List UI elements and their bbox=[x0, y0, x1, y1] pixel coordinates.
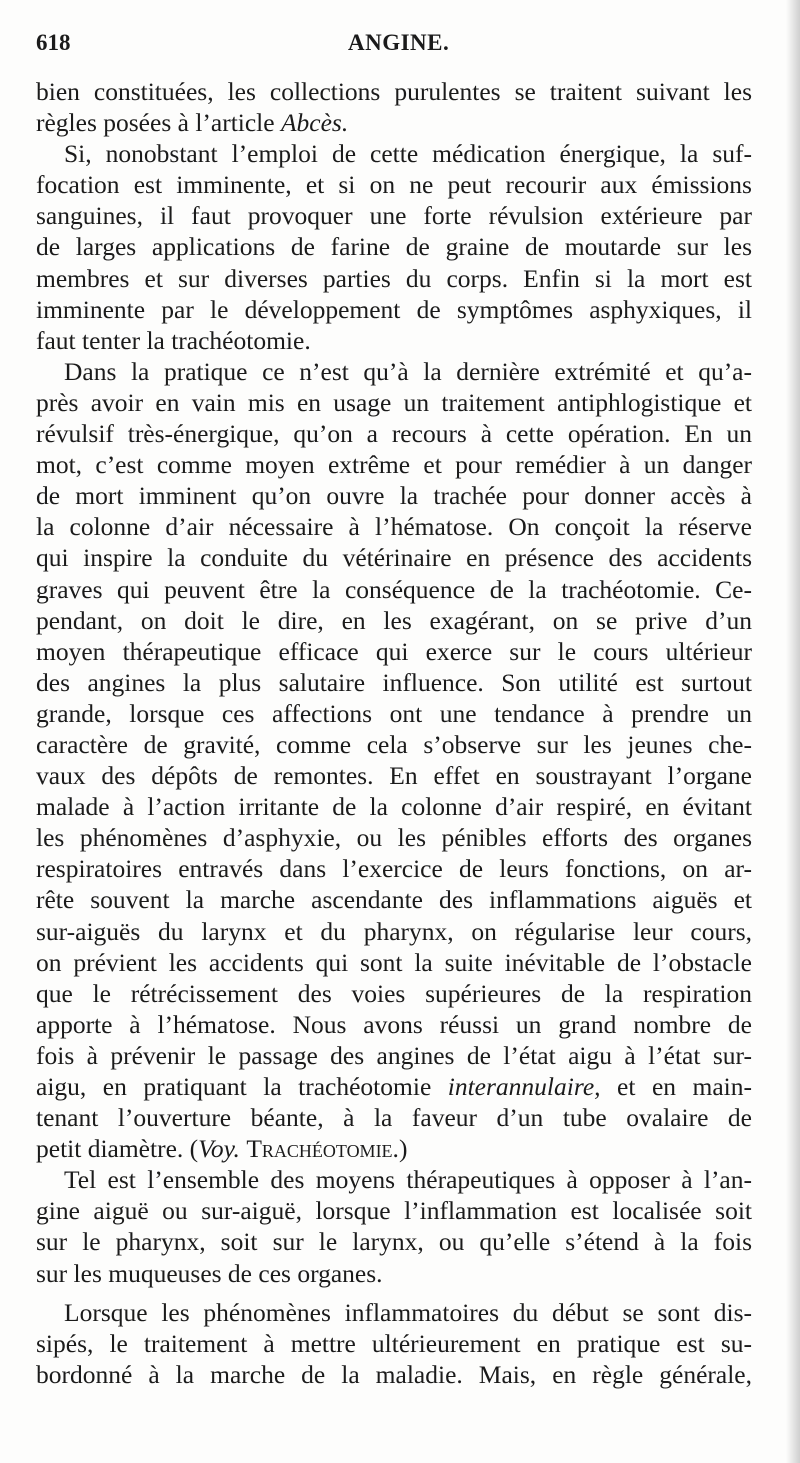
body-text bbox=[36, 76, 752, 1390]
text-line: Lorsque les phénomènes inflammatoires du début se sont dis- bbox=[64, 1297, 752, 1327]
text-line: sur les muqueuses de ces organes. bbox=[36, 1258, 383, 1288]
page-number: 618 bbox=[36, 30, 71, 55]
text-line: grande, lorsque ces affections ont une tendance à prendre un bbox=[36, 698, 752, 728]
text-line: sanguines, il faut provoquer une forte révulsion extérieure par bbox=[36, 201, 752, 231]
text-line: moyen thérapeutique efficace qui exerce sur le cours ultérieur bbox=[36, 636, 752, 666]
text-line: sur le pharynx, soit sur le larynx, ou qu’elle s’étend à la fois bbox=[36, 1227, 752, 1257]
text-line: caractère de gravité, comme cela s’observe sur les jeunes che- bbox=[36, 729, 752, 759]
text-span: règles posées à l’article bbox=[36, 108, 281, 138]
text-line: des angines la plus salutaire influence. Son utilité est surtout bbox=[36, 667, 752, 697]
text-line: vaux des dépôts de remontes. En effet en soustrayant l’organe bbox=[36, 761, 752, 791]
italic-term: Voy. bbox=[198, 1134, 240, 1164]
text-line: pendant, on doit le dire, en les exagérant, on se prive d’un bbox=[36, 605, 752, 635]
text-line: faut tenter la trachéotomie. bbox=[36, 325, 311, 355]
text-line: tenant l’ouverture béante, à la faveur d’un tube ovalaire de bbox=[36, 1103, 752, 1133]
text-line: Si, nonobstant l’emploi de cette médication énergique, la suf- bbox=[64, 139, 752, 169]
text-line: sur-aiguës du larynx et du pharynx, on régularise leur cours, bbox=[36, 916, 752, 946]
text-span: et en main- bbox=[600, 1072, 752, 1101]
text-line: fois à prévenir le passage des angines de l’état aigu à l’état sur- bbox=[36, 1040, 752, 1070]
text-line: mot, c’est comme moyen extrême et pour remédier à un danger bbox=[36, 450, 752, 480]
text-line: on prévient les accidents qui sont la suite inévitable de l’obstacle bbox=[36, 947, 752, 977]
text-line: Tel est l’ensemble des moyens thérapeutiques à opposer à l’an- bbox=[64, 1165, 752, 1195]
text-line bbox=[36, 107, 752, 138]
text-span: petit diamètre. ( bbox=[36, 1134, 199, 1164]
cross-reference: Trachéotomie. bbox=[246, 1134, 399, 1164]
text-line: les phénomènes d’asphyxie, ou les pénibles efforts des organes bbox=[36, 823, 752, 853]
text-line: la colonne d’air nécessaire à l’hématose. On conçoit la réserve bbox=[36, 512, 752, 542]
text-line: membres et sur diverses parties du corps. Enfin si la mort est bbox=[36, 263, 752, 293]
text-line: malade à l’action irritante de la colonne d’air respiré, en évitant bbox=[36, 792, 752, 822]
text-line: bordonné à la marche de la maladie. Mais, en règle générale, bbox=[36, 1359, 752, 1389]
text-line: près avoir en vain mis en usage un traitement antiphlogistique et bbox=[36, 387, 752, 417]
italic-term: Abcès. bbox=[280, 108, 349, 138]
paragraph-2 bbox=[36, 138, 752, 356]
paragraph-1 bbox=[36, 76, 752, 138]
text-line bbox=[36, 1071, 752, 1102]
paragraph-5 bbox=[36, 1297, 752, 1390]
text-line: gine aiguë ou sur-aiguë, lorsque l’inflammation est localisée soit bbox=[36, 1196, 752, 1226]
text-line: graves qui peuvent être la conséquence de la trachéotomie. Ce- bbox=[36, 574, 752, 604]
paragraph-4 bbox=[36, 1164, 752, 1288]
text-line: focation est imminente, et si on ne peut recourir aux émissions bbox=[36, 170, 752, 200]
text-line: de mort imminent qu’on ouvre la trachée pour donner accès à bbox=[36, 481, 752, 511]
text-span: aigu, en pratiquant la trachéotomie bbox=[36, 1072, 448, 1101]
text-span: ) bbox=[398, 1134, 408, 1164]
text-line: qui inspire la conduite du vétérinaire en présence des accidents bbox=[36, 543, 752, 573]
text-line: rête souvent la marche ascendante des inflammations aiguës et bbox=[36, 885, 752, 915]
paragraph-3 bbox=[36, 356, 752, 1164]
running-title: ANGINE. bbox=[348, 30, 450, 55]
text-line: Dans la pratique ce n’est qu’à la dernière extrémité et qu’a- bbox=[64, 356, 752, 386]
text-line: respiratoires entravés dans l’exercice de leurs fonctions, on ar- bbox=[36, 854, 752, 884]
text-line: que le rétrécissement des voies supérieures de la respiration bbox=[36, 978, 752, 1008]
italic-term: interannulaire, bbox=[447, 1072, 601, 1101]
text-line: sipés, le traitement à mettre ultérieurement en pratique est su- bbox=[36, 1328, 752, 1358]
page-header bbox=[36, 30, 756, 64]
text-line: révulsif très-énergique, qu’on a recours à cette opération. En un bbox=[36, 419, 752, 449]
text-line: bien constituées, les collections purulentes se traitent suivant les bbox=[36, 77, 752, 106]
text-line: imminente par le développement de symptômes asphyxiques, il bbox=[36, 294, 752, 324]
text-line: de larges applications de farine de graine de moutarde sur les bbox=[36, 232, 752, 262]
text-line: apporte à l’hématose. Nous avons réussi un grand nombre de bbox=[36, 1009, 752, 1039]
text-line bbox=[36, 1133, 752, 1164]
